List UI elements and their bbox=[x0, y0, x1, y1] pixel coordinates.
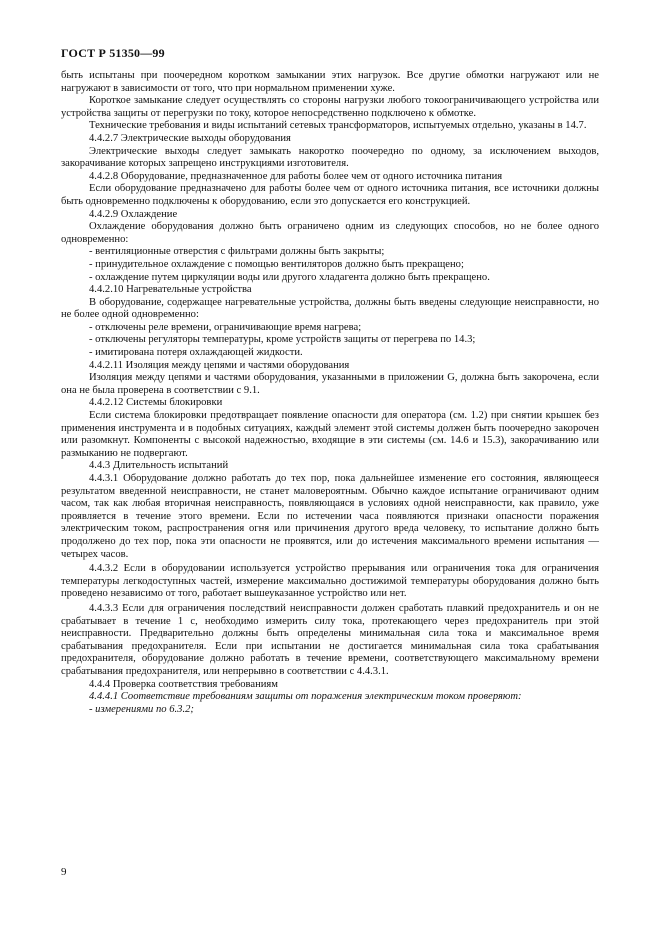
paragraph: 4.4.3.1 Оборудование должно работать до тех пор, пока дальнейшее изменение его состояния, являющееся результатом введенной неисправности, не станет маловероятным. Обычно каждое испытание ограничивают одним часом, так как любая вторичная неисправность, появляющаяся в условиях одной неисправности, как правило, уже проявляется в течение этого времени. Если по истечении часа появляются признаки опасности поражения электрическим током, распространения огня или причинения другого вреда человеку, то испытание должно быть продолжено до тех пор, пока эти опасности не проявятся, или до истечения максимального времени испытания — четырех часов. bbox=[61, 473, 599, 560]
paragraph: 4.4.2.12 Системы блокировки bbox=[89, 397, 223, 409]
paragraph: Технические требования и виды испытаний сетевых трансформаторов, испытуемых отдельно, указаны в 14.7. bbox=[89, 120, 587, 132]
paragraph: - отключены реле времени, ограничивающие время нагрева; bbox=[89, 321, 362, 333]
paragraph: - вентиляционные отверстия с фильтрами должны быть закрыты; bbox=[89, 246, 385, 258]
paragraph: 4.4.4.1 Соответствие требованиям защиты от поражения электрическим током проверяют: bbox=[89, 691, 522, 703]
document-header: ГОСТ Р 51350—99 bbox=[61, 46, 165, 60]
paragraph: В оборудование, содержащее нагревательные устройства, должны быть введены следующие неисправности, но не более одной одновременно: bbox=[61, 296, 599, 321]
paragraph: Охлаждение оборудования должно быть ограничено одним из следующих способов, но не более одного одновременно: bbox=[61, 221, 599, 245]
paragraph: 4.4.2.8 Оборудование, предназначенное для работы более чем от одного источника питания bbox=[89, 170, 503, 182]
paragraph: - принудительное охлаждение с помощью вентиляторов должно быть прекращено; bbox=[89, 258, 464, 270]
paragraph: Изоляция между цепями и частями оборудования, указанными в приложении G, должна быть закорочена, если она не была проверена в соответствии с 9.1. bbox=[61, 372, 599, 396]
paragraph: 4.4.3.2 Если в оборудовании используется устройство прерывания или ограничения тока для ограничения температуры легкодоступных частей, измерение максимально достижимой температуры оборудования должно быть проведено независимо от того, работает вышеуказанное устройство или нет. bbox=[61, 563, 599, 600]
paragraph: 4.4.2.7 Электрические выходы оборудования bbox=[89, 132, 291, 144]
paragraph: Короткое замыкание следует осуществлять со стороны нагрузки любого токоограничивающего устройства или устройства защиты от перегрузки по току, которое непосредственно подключено к обмотке. bbox=[61, 95, 599, 119]
paragraph: - имитирована потеря охлаждающей жидкости. bbox=[89, 347, 303, 359]
paragraph: - охлаждение путем циркуляции воды или другого хладагента должно быть прекращено. bbox=[89, 271, 490, 283]
paragraph: 4.4.3.3 Если для ограничения последствий неисправности должен сработать плавкий предохранитель и он не срабатывает в течение 1 с, необходимо измерить силу тока, протекающего через предохранитель при этой неисправности. Предварительно должны быть определены минимальная сила тока и максимальное время срабатывания предохранителя. Если при испытании не достигается минимальная сила тока срабатывания предохранителя, оборудование должно работать в течение времени, соответствующего максимальному времени срабатывания предохранителя, или непрерывно в соответствии с 4.4.3.1. bbox=[61, 602, 599, 677]
paragraph: 4.4.2.11 Изоляция между цепями и частями оборудования bbox=[89, 359, 350, 371]
document-body bbox=[61, 70, 599, 716]
paragraph: 4.4.3 Длительность испытаний bbox=[89, 460, 229, 472]
paragraph: быть испытаны при поочередном коротком замыкании этих нагрузок. Все другие обмотки нагружают или не нагружают в зависимости от того, что при нормальном применении хуже. bbox=[61, 70, 599, 94]
page-number: 9 bbox=[61, 866, 67, 878]
paragraph: Если оборудование предназначено для работы более чем от одного источника питания, все источники должны быть одновременно подключены к оборудованию, если это допускается его конструкцией. bbox=[61, 183, 599, 207]
paragraph: 4.4.4 Проверка соответствия требованиям bbox=[89, 678, 278, 690]
paragraph: 4.4.2.10 Нагревательные устройства bbox=[89, 284, 252, 296]
paragraph: - измерениями по 6.3.2; bbox=[89, 703, 194, 715]
paragraph: Электрические выходы следует замыкать накоротко поочередно по одному, за исключением выходов, закорачивание которых запрещено инструкциями изготовителя. bbox=[61, 145, 599, 170]
paragraph: Если система блокировки предотвращает появление опасности для оператора (см. 1.2) при снятии крышек без применения инструмента и в подобных ситуациях, каждый элемент этой системы должен быть поочередно закорочен или разомкнут. Компоненты с высокой надежностью, входящие в эти системы (см. 14.6 и 15.3), закорачиванию или размыканию не подвергают. bbox=[61, 410, 599, 459]
paragraph: - отключены регуляторы температуры, кроме устройств защиты от перегрева по 14.3; bbox=[89, 334, 476, 346]
paragraph: 4.4.2.9 Охлаждение bbox=[89, 208, 178, 220]
